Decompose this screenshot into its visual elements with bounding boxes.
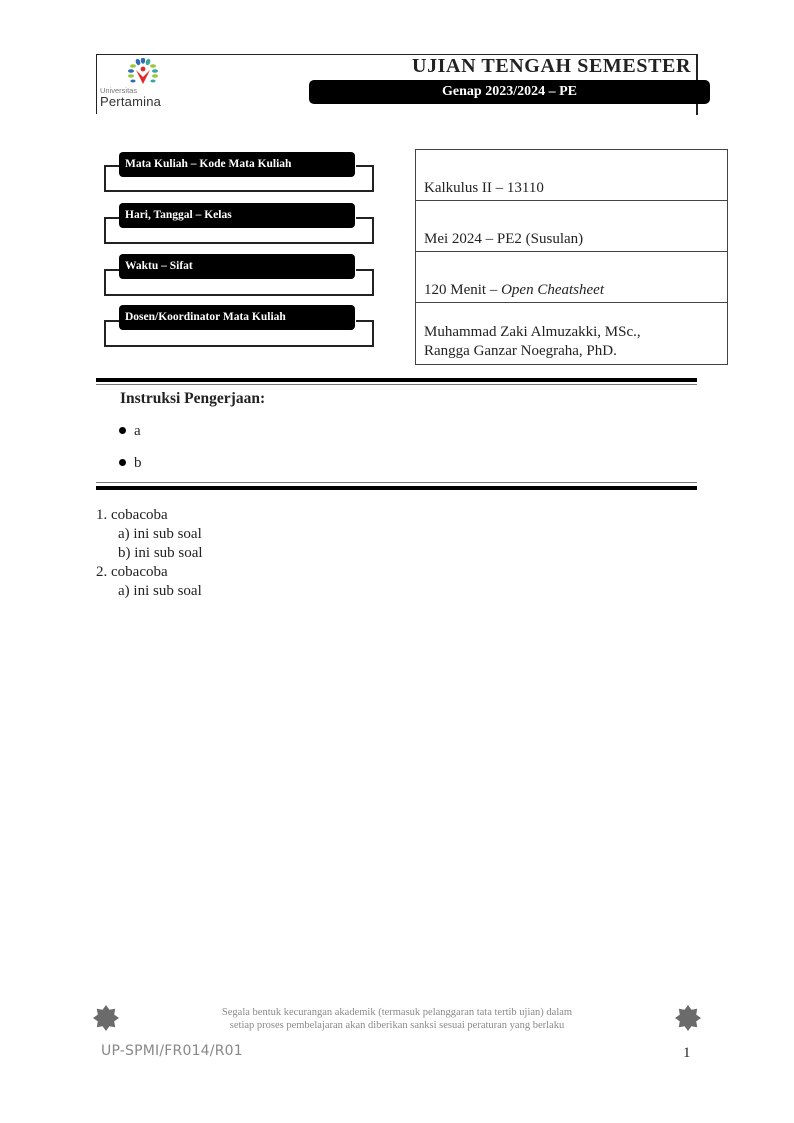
sub-question xyxy=(96,525,203,544)
note-line-1: Segala bentuk kecurangan akademik (termasuk pelanggaran tata tertib ujian) dalam xyxy=(221,1007,573,1018)
duration-text: 120 Menit – xyxy=(424,282,502,298)
bullet-icon xyxy=(119,459,126,466)
university-logo xyxy=(100,58,172,114)
question-number: 2. xyxy=(96,564,108,580)
instructions-top-rule-thin xyxy=(96,384,697,385)
label-course: Mata Kuliah – Kode Mata Kuliah xyxy=(119,152,355,177)
sub-question-label: a) xyxy=(118,583,130,599)
question-number: 1. xyxy=(96,507,108,523)
instruction-item xyxy=(119,423,141,440)
question-item xyxy=(96,563,203,582)
header-frame-right-tick xyxy=(696,104,698,115)
lecturer-value xyxy=(424,323,641,361)
exam-type-text: Open Cheatsheet xyxy=(501,282,604,298)
sub-question-text: ini sub soal xyxy=(133,526,202,542)
instructions-top-rule xyxy=(96,378,697,382)
form-code: UP-SPMI/FR014/R01 xyxy=(101,1043,243,1059)
instruction-text: a xyxy=(134,423,141,439)
instructions-bottom-rule xyxy=(96,486,697,490)
course-value: Kalkulus II – 13110 xyxy=(424,180,544,196)
sub-question-text: ini sub soal xyxy=(133,583,202,599)
bullet-icon xyxy=(119,427,126,434)
tree-leaf-icon xyxy=(100,58,172,88)
lecturer-2: Rangga Ganzar Noegraha, PhD. xyxy=(424,343,617,359)
semester-banner: Genap 2023/2024 – PE xyxy=(309,80,710,104)
label-time-type: Waktu – Sifat xyxy=(119,254,355,279)
instructions-bottom-rule-thin xyxy=(96,482,697,483)
star-badge-icon xyxy=(674,1004,702,1032)
info-cell-date-class xyxy=(416,201,727,252)
note-line-2: setiap proses pembelajaran akan diberikan sanksi sesuai peraturan yang berlaku xyxy=(229,1020,565,1031)
instruction-item xyxy=(119,455,142,472)
sub-question-label: b) xyxy=(118,545,131,561)
instructions-title: Instruksi Pengerjaan: xyxy=(120,390,266,407)
star-badge-icon xyxy=(92,1004,120,1032)
time-type-value xyxy=(424,282,604,299)
info-cell-course xyxy=(416,150,727,201)
sub-question xyxy=(96,582,203,601)
date-class-value: Mei 2024 – PE2 (Susulan) xyxy=(424,231,584,247)
info-table xyxy=(415,149,728,365)
sub-question xyxy=(96,544,203,563)
label-date-class: Hari, Tanggal – Kelas xyxy=(119,203,355,228)
label-lecturer: Dosen/Koordinator Mata Kuliah xyxy=(119,305,355,330)
question-list xyxy=(96,506,203,601)
logo-line1: Universitas xyxy=(100,86,138,95)
lecturer-1: Muhammad Zaki Almuzakki, MSc., xyxy=(424,324,641,340)
logo-line2: Pertamina xyxy=(100,94,162,109)
sub-question-label: a) xyxy=(118,526,130,542)
exam-title: UJIAN TENGAH SEMESTER xyxy=(412,55,691,77)
question-text: cobacoba xyxy=(111,564,168,580)
info-cell-time-type xyxy=(416,252,727,303)
sub-question-text: ini sub soal xyxy=(134,545,203,561)
instruction-text: b xyxy=(134,455,142,471)
question-text: cobacoba xyxy=(111,507,168,523)
academic-integrity-note xyxy=(150,1006,644,1032)
header-frame-right-edge xyxy=(696,54,698,80)
question-item xyxy=(96,506,203,525)
page-number: 1 xyxy=(683,1045,691,1061)
info-cell-lecturer xyxy=(416,303,727,364)
